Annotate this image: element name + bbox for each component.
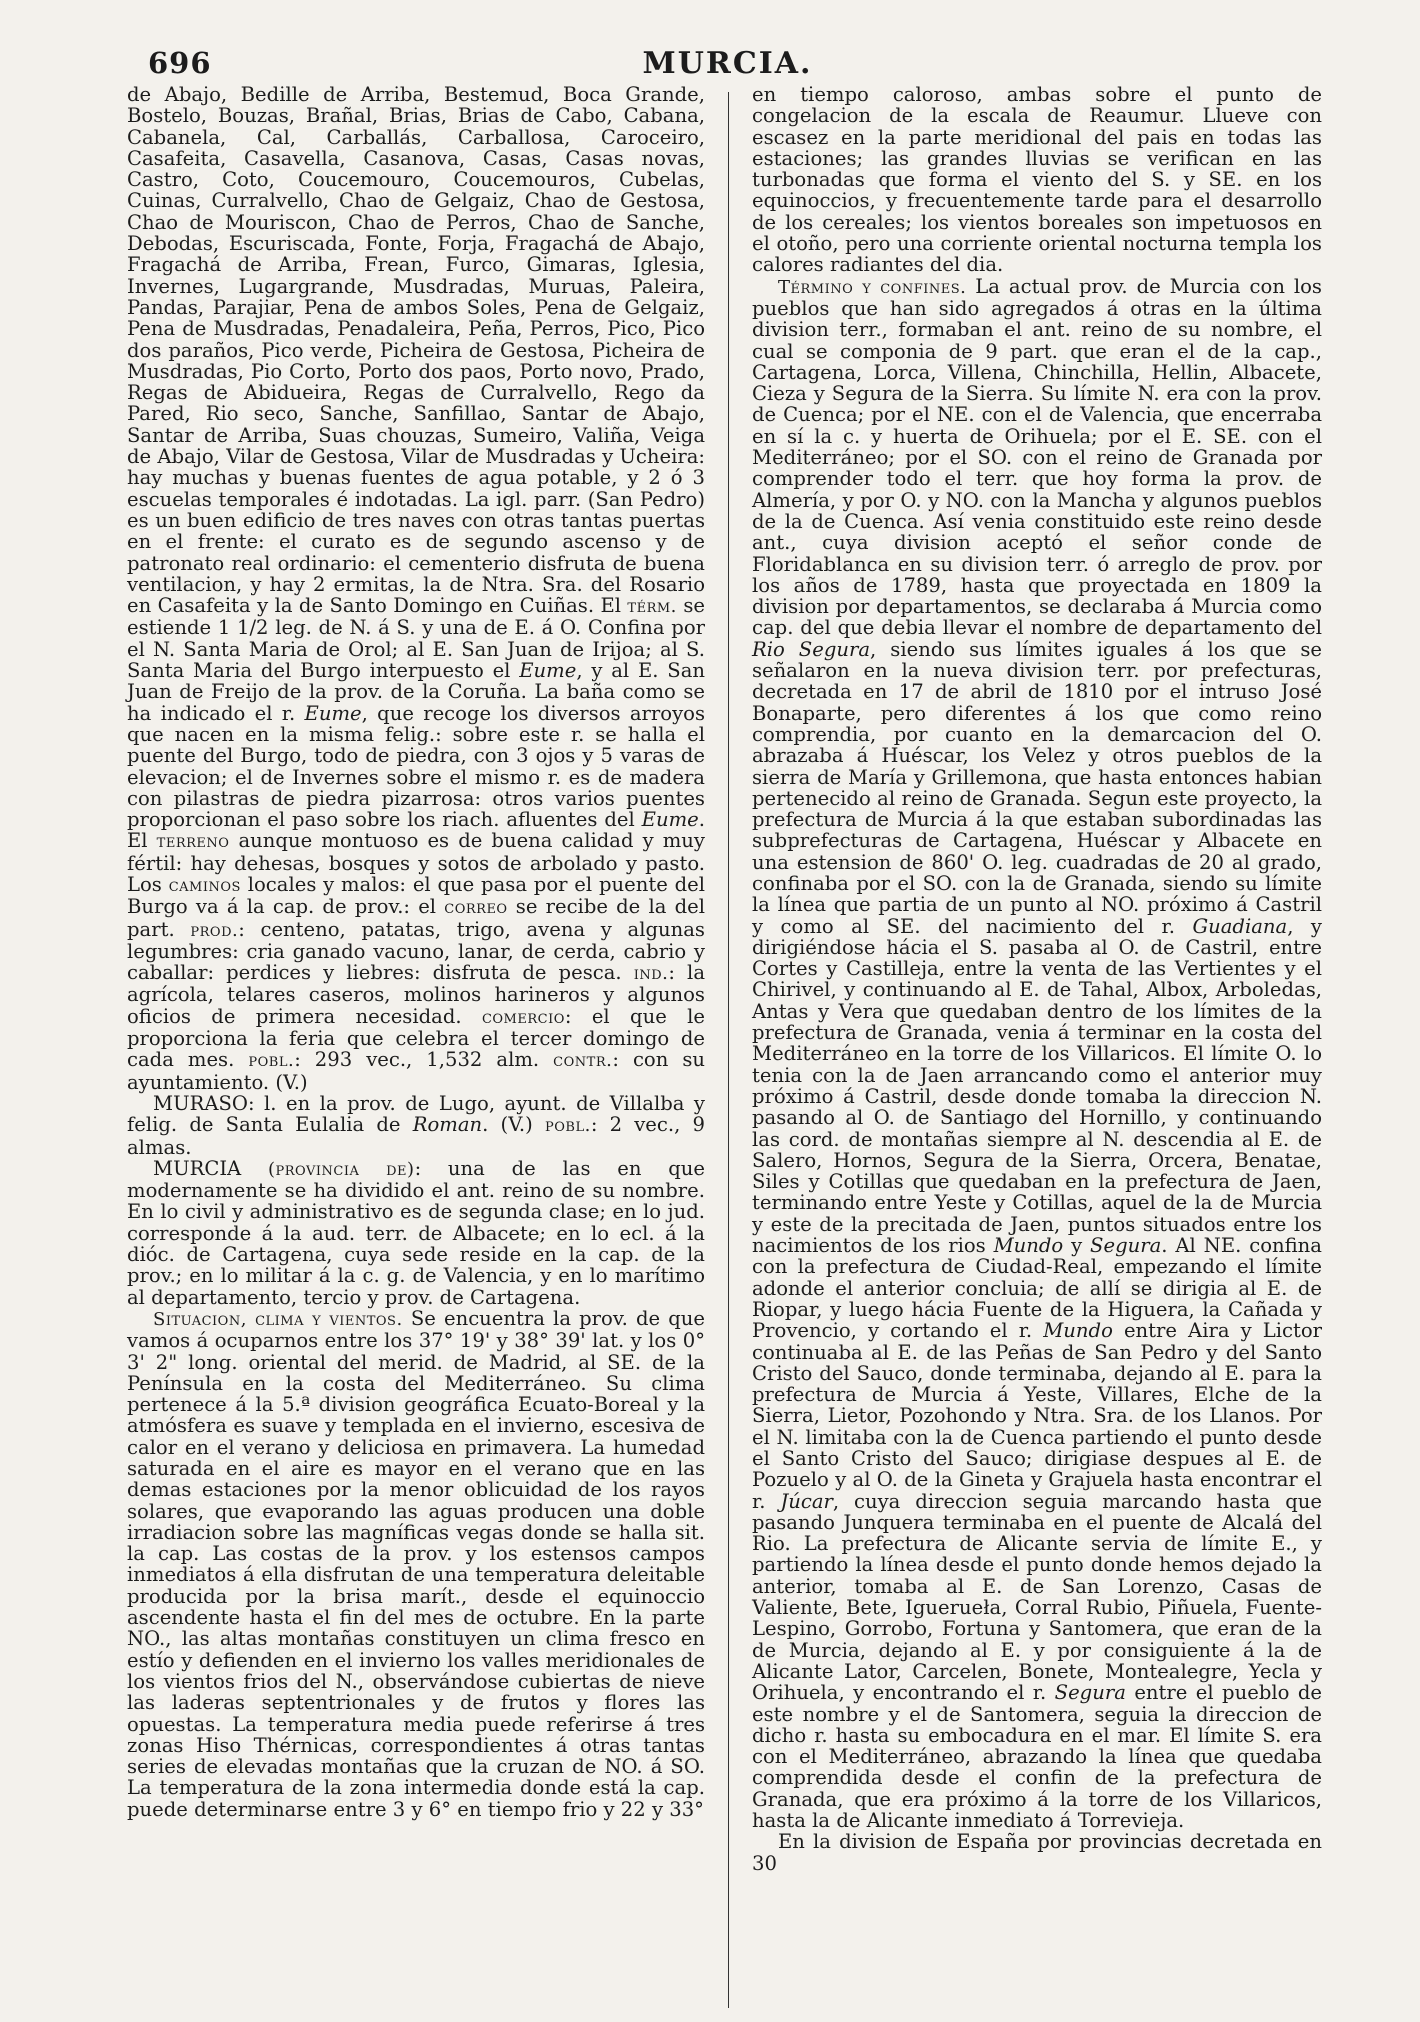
section-heading: Situacion, clima y vientos.	[153, 1308, 403, 1330]
section-heading: Término y confines.	[778, 276, 967, 298]
entry-muraso: MURASO: l. en la prov. de Lugo, ayunt. de Villalba y felig. de Santa Eulalia de Roman. (V.) pobl.: 2 vec., 9 almas.	[127, 1091, 705, 1159]
entry-heading: MURASO	[153, 1091, 248, 1115]
column-divider	[728, 92, 729, 2008]
entry-heading: MURCIA	[153, 1156, 242, 1180]
section-termino: Término y confines. La actual prov. de Murcia con los pueblos que han sido agregados á otras en la última division terr., formaban el ant. reino de su nombre, el cual se componia de 9 part. que eran el de la cap., Cartagena, Lorca, Villena, Chinchilla, Hellin, Albacete, Cieza y Segura de la Sierra. Su límite N. era con la prov. de Cuenca; por el NE. con el de Valencia, que encerraba en sí la c. y huerta de Orihuela; por el E. SE. con el Mediterráneo; por el SO. con el reino de Granada por comprender todo el terr. que hoy forma la prov. de Almería, y por O. y NO. con la Mancha y algunos pueblos de la de Cuenca. Así venia constituido este reino desde ant., cuya division aceptó el señor conde de Floridablanca en su division terr. ó arreglo de prov. por los años de 1789, hasta que proyectada en 1809 la division por departamentos, se declaraba á Murcia como cap. del que debia llevar el nombre de departamento del Rio Segura, siendo sus límites iguales á los que se señalaron en la nueva division terr. por prefecturas, decretada en 17 de abril de 1810 por el intruso José Bonaparte, pero diferentes á los que como reino comprendia, por cuanto en la demarcacion del O. abrazaba á Huéscar, los Velez y otros pueblos de la sierra de María y Grillemona, que hasta entonces habian pertenecido al reino de Granada. Segun este proyecto, la prefectura de Murcia á la que estaban subordinadas las subprefecturas de Cartagena, Huéscar y Albacete en una estension de 860' O. leg. cuadradas de 20 al grado, confinaba por el SO. con la de Granada, siendo su límite la línea que partia de un punto al NO. próximo á Castril y como al SE. del nacimiento del r. Guadiana, y dirigiéndose hácia el S. pasaba al O. de Castril, entre Cortes y Castilleja, entre la venta de las Vertientes y el Chirivel, y continuando al E. de Tahal, Albox, Arboledas, Antas y Vera que quedaban dentro de los límites de la prefectura de Granada, venia á terminar en la costa del Mediterráneo en la torre de los Villaricos. El límite O. lo tenia con la de Jaen arrancando como el anterior muy próximo á Castril, desde donde tomaba la direccion N. pasando al O. de Santiago del Hornillo, y continuando las cord. de montañas siempre al N. descendia al E. de Salero, Hornos, Segura de la Sierra, Orcera, Benatae, Siles y Cotillas que quedaban en la prefectura de Jaen, terminando entre Yeste y Cotillas, aquel de la de Murcia y este de la precitada de Jaen, puntos situados entre los nacimientos de los rios Mundo y Segura. Al NE. confina con la prefectura de Ciudad-Real, empezando el límite adonde el anterior concluia; de allí se dirigia al E. de Riopar, y luego hácia Fuente de la Higuera, la Cañada y Provencio, y cortando el r. Mundo entre Aira y Lictor continuaba al E. de las Peñas de San Pedro y del Santo Cristo del Sauco, donde terminaba, dejando al E. para la prefectura de Murcia á Yeste, Villares, Elche de la Sierra, Lietor, Pozohondo y Ntra. Sra. de los Llanos. Por el N. limitaba con la de Cuenca partiendo el punto desde el Santo Cristo del Sauco; dirigiase despues al E. de Pozuelo y al O. de la Gineta y Grajuela hasta encontrar el r. Júcar, cuya direccion seguia marcando hasta que pasando Junquera terminaba en el puente de Alcalá del Rio. La prefectura de Alicante servia de límite E., y partiendo la línea desde el punto donde hemos dejado la anterior, tomaba al E. de San Lorenzo, Casas de Valiente, Bete, Iguerueła, Corral Rubio, Piñuela, Fuente-Lespino, Gorrobo, Fortuna y Santomera, que eran de la de Murcia, dejando al E. y por consiguiente á la de Alicante Lator, Carcelen, Bonete, Montealegre, Yecla y Orihuela, y encontrando el r. Segura entre el pueblo de este nombre y el de Santomera, seguia la direccion de dicho r. hasta su embocadura en el mar. El límite S. era con el Mediterráneo, abrazando la línea que quedaba comprendida desde el confin de la prefectura de Granada, que era próximo á la torre de los Villaricos, hasta la de Alicante inmediato á Torrevieja.	[752, 274, 1322, 1833]
page-number: 696	[148, 46, 212, 80]
paragraph-muros-cont: de Abajo, Bedille de Arriba, Bestemud, Boca Grande, Bostelo, Bouzas, Brañal, Brias, Brias de Cabo, Cabana, Cabanela, Cal, Carballás, Carballosa, Caroceiro, Casafeita, Casavella, Casanova, Casas, Casas novas, Castro, Coto, Coucemouro, Coucemouros, Cubelas, Cuinas, Curralvello, Chao de Gelgaiz, Chao de Gestosa, Chao de Mouriscon, Chao de Perros, Chao de Sanche, Debodas, Escuriscada, Fonte, Forja, Fragachá de Abajo, Fragachá de Arriba, Frean, Furco, Gimaras, Iglesia, Invernes, Lugargrande, Musdradas, Muruas, Paleira, Pandas, Parajiar, Pena de ambos Soles, Pena de Gelgaiz, Pena de Musdradas, Penadaleira, Peña, Perros, Pico, Pico dos paraños, Pico verde, Picheira de Gestosa, Picheira de Musdradas, Pio Corto, Porto dos paos, Porto novo, Prado, Regas de Abidueira, Regas de Curralvello, Rego da Pared, Rio seco, Sanche, Sanfillao, Santar de Abajo, Santar de Arriba, Suas chouzas, Sumeiro, Valiña, Veiga de Abajo, Vilar de Gestosa, Vilar de Musdradas y Ucheira: hay muchas y buenas fuentes de agua potable, y 2 ó 3 escuelas temporales é indotadas. La igl. parr. (San Pedro) es un buen edificio de tres naves con otras tantas puertas en el frente: el curato es de segundo ascenso y de patronato real ordinario: el cementerio disfruta de buena ventilacion, y hay 2 ermitas, la de Ntra. Sra. del Rosario en Casafeita y la de Santo Domingo en Cuiñas. El térm. se estiende 1 1/2 leg. de N. á S. y una de E. á O. Confina por el N. Santa Maria de Orol; al E. San Juan de Irijoa; al S. Santa Maria del Burgo interpuesto el Eume, y al E. San Juan de Freijo de la prov. de la Coruña. La baña como se ha indicado el r. Eume, que recoge los diversos arroyos que nacen en la misma felig.: sobre este r. se halla el puente del Burgo, todo de piedra, con 3 ojos y 5 varas de elevacion; el de Invernes sobre el mismo r. es de madera con pilastras de piedra pizarrosa: otros varios puentes proporcionan el paso sobre los riach. afluentes del Eume. El terreno aunque montuoso es de buena calidad y muy fértil: hay dehesas, bosques y sotos de arbolado y pasto. Los caminos locales y malos: el que pasa por el puente del Burgo va á la cap. de prov.: el correo se recibe de la del part. prod.: centeno, patatas, trigo, avena y algunas legumbres: cria ganado vacuno, lanar, de cerda, cabrio y caballar: perdices y liebres: disfruta de pesca. ind.: la agrícola, telares caseros, molinos harineros y algunos oficios de primera necesidad. comercio: el que le proporciona la feria que celebra el tercer domingo de cada mes. pobl.: 293 vec., 1,532 alm. contr.: con su ayuntamiento. (V.)	[127, 83, 706, 1094]
entry-murcia: MURCIA (provincia de): una de las en que modernamente se ha dividido el ant. reino de su nombre. En lo civil y administrativo es de segunda clase; en lo jud. corresponde á la aud. terr. de Albacete; en lo ecl. á la dióc. de Cartagena, cuya sede reside en la cap. de la prov.; en lo militar á la c. g. de Valencia, y en lo marítimo al departamento, tercio y prov. de Cartagena.	[127, 1156, 706, 1309]
left-column	[127, 84, 705, 1820]
section-situacion: Situacion, clima y vientos. Se encuentra la prov. de que vamos á ocuparnos entre los 37° 19' y 38° 39' lat. y los 0° 3' 2" long. oriental del merid. de Madrid, al SE. de la Península en la costa del Mediterráneo. Su clima pertenece á la 5.ª division geográfica Ecuato-Boreal y la atmósfera es suave y templada en el invierno, escesiva de calor en el verano y deliciosa en primavera. La humedad saturada en el aire es mayor en el verano que en las demas estaciones por la menor oblicuidad de los rayos solares, que evaporando las aguas producen una doble irradiacion sobre las magníficas vegas donde se halla sit. la cap. Las costas de la prov. y los estensos campos inmediatos á ella disfrutan de una temperatura deleitable producida por la brisa marít., desde el equinoccio ascendente hasta el fin del mes de octubre. En la parte NO., las altas montañas constituyen un clima fresco en estío y defienden en el invierno los valles meridionales de los vientos frios del N., observándose cubiertas de nieve las laderas septentrionales y de frutos y flores las opuestas. La temperatura media puede referirse á tres zonas Hiso Thérnicas, correspondientes á otras tantas series de elevadas montañas que la cruzan de NO. á SO. La temperatura de la zona intermedia donde está la cap. puede determinarse entre 3 y 6° en tiempo frio y 22 y 33°	[127, 1306, 705, 1821]
page-header	[130, 40, 1325, 86]
paragraph-division: En la division de España por provincias decretada en 30	[752, 1830, 1322, 1875]
right-column	[752, 84, 1322, 1874]
page-title: MURCIA.	[642, 46, 813, 81]
paragraph-clima-cont: en tiempo caloroso, ambas sobre el punto de congelacion de la escala de Reaumur. Llueve con escasez en la parte meridional del pais en todas las estaciones; las grandes lluvias se verifican en las turbonadas que forma el viento del S. y SE. en los equinoccios, y frecuentemente tarde para el desarrollo de los cereales; los vientos boreales son impetuosos en el otoño, pero una corriente oriental nocturna templa los calores radiantes del dia.	[752, 83, 1322, 277]
